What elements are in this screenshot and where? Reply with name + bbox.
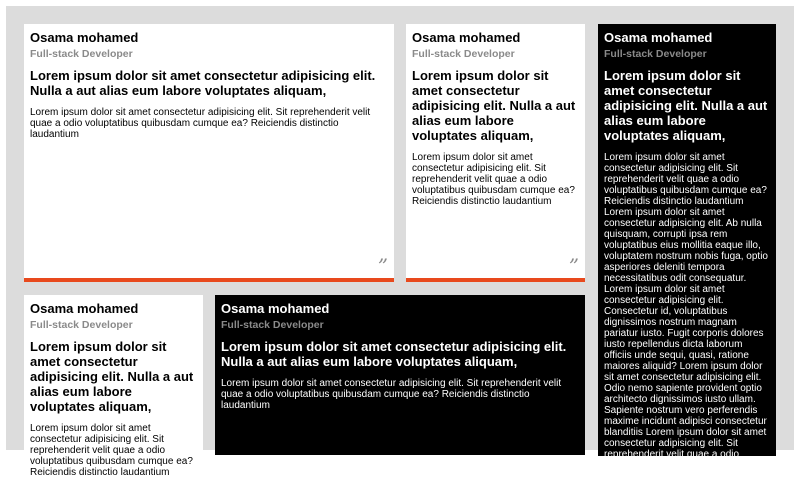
- testimonial-body: Lorem ipsum dolor sit amet consectetur adipisicing elit. Sit reprehenderit velit quae a odio voluptatibus quibusdam cumque ea? Reiciendis distinctio laudantium: [221, 378, 562, 411]
- author-name: Osama mohamed: [221, 301, 330, 316]
- testimonial-headline: Lorem ipsum dolor sit amet consectetur adipisicing elit. Nulla a aut alias eum labore voluptates aliquam,: [30, 68, 376, 98]
- testimonial-headline: Lorem ipsum dolor sit amet consectetur adipisicing elit. Nulla a aut alias eum labore voluptates aliquam,: [412, 68, 576, 143]
- quote-icon: ”: [568, 254, 579, 278]
- testimonial-card: [24, 295, 203, 478]
- testimonial-headline: Lorem ipsum dolor sit amet consectetur adipisicing elit. Nulla a aut alias eum labore voluptates aliquam,: [30, 339, 194, 414]
- testimonial-card: [598, 24, 776, 460]
- author-role: Full-stack Developer: [30, 319, 133, 331]
- author-role: Full-stack Developer: [221, 319, 324, 331]
- author-name: Osama mohamed: [604, 30, 713, 45]
- author-role: Full-stack Developer: [30, 48, 133, 60]
- testimonial-card: [406, 24, 585, 282]
- testimonial-card: [215, 295, 585, 455]
- testimonial-body: Lorem ipsum dolor sit amet consectetur adipisicing elit. Sit reprehenderit velit quae a odio voluptatibus quibusdam cumque ea? Reiciendis distinctio laudantium: [412, 152, 575, 207]
- testimonial-headline: Lorem ipsum dolor sit amet consectetur adipisicing elit. Nulla a aut alias eum labore voluptates aliquam,: [604, 68, 768, 143]
- author-name: Osama mohamed: [412, 30, 521, 45]
- author-name: Osama mohamed: [30, 301, 139, 316]
- author-role: Full-stack Developer: [412, 48, 515, 60]
- testimonial-body: Lorem ipsum dolor sit amet consectetur adipisicing elit. Sit reprehenderit velit quae a odio voluptatibus quibusdam cumque ea? Reiciendis distinctio laudantium Lorem ipsum dolor sit amet consectetur adipisicing elit. Ab nulla quisquam, corrupti ipsa rem voluptatibus eius mollitia eaque illo, voluptatem nostrum nobis fuga, optio asperiores deleniti tempora necessitatibus odit consequatur. Lorem ipsum dolor sit amet consectetur adipisicing elit. Consectetur id, voluptatibus dignissimos nostrum magnam pariatur iusto. Fugit corporis dolores iusto repellendus dicta laborum officiis unde sequi, quasi, ratione maiores aliquid? Lorem ipsum dolor sit amet consectetur adipisicing elit. Odio nemo sapiente provident optio architecto dignissimos iusto ullam. Sapiente nostrum vero perferendis maxime incidunt adipisci consectetur blanditiis Lorem ipsum dolor sit amet consectetur adipisicing elit. Sit reprehenderit velit quae a odio: [604, 152, 768, 460]
- testimonial-grid: [6, 6, 794, 478]
- testimonial-body: Lorem ipsum dolor sit amet consectetur adipisicing elit. Sit reprehenderit velit quae a odio voluptatibus quibusdam cumque ea? Reiciendis distinctio laudantium: [30, 107, 371, 140]
- author-role: Full-stack Developer: [604, 48, 707, 60]
- testimonial-headline: Lorem ipsum dolor sit amet consectetur adipisicing elit. Nulla a aut alias eum labore voluptates aliquam,: [221, 339, 567, 369]
- quote-icon: ”: [377, 254, 388, 278]
- testimonial-card: [24, 24, 394, 282]
- author-name: Osama mohamed: [30, 30, 139, 45]
- testimonial-body: Lorem ipsum dolor sit amet consectetur adipisicing elit. Sit reprehenderit velit quae a odio voluptatibus quibusdam cumque ea? Reiciendis distinctio laudantium: [30, 423, 193, 478]
